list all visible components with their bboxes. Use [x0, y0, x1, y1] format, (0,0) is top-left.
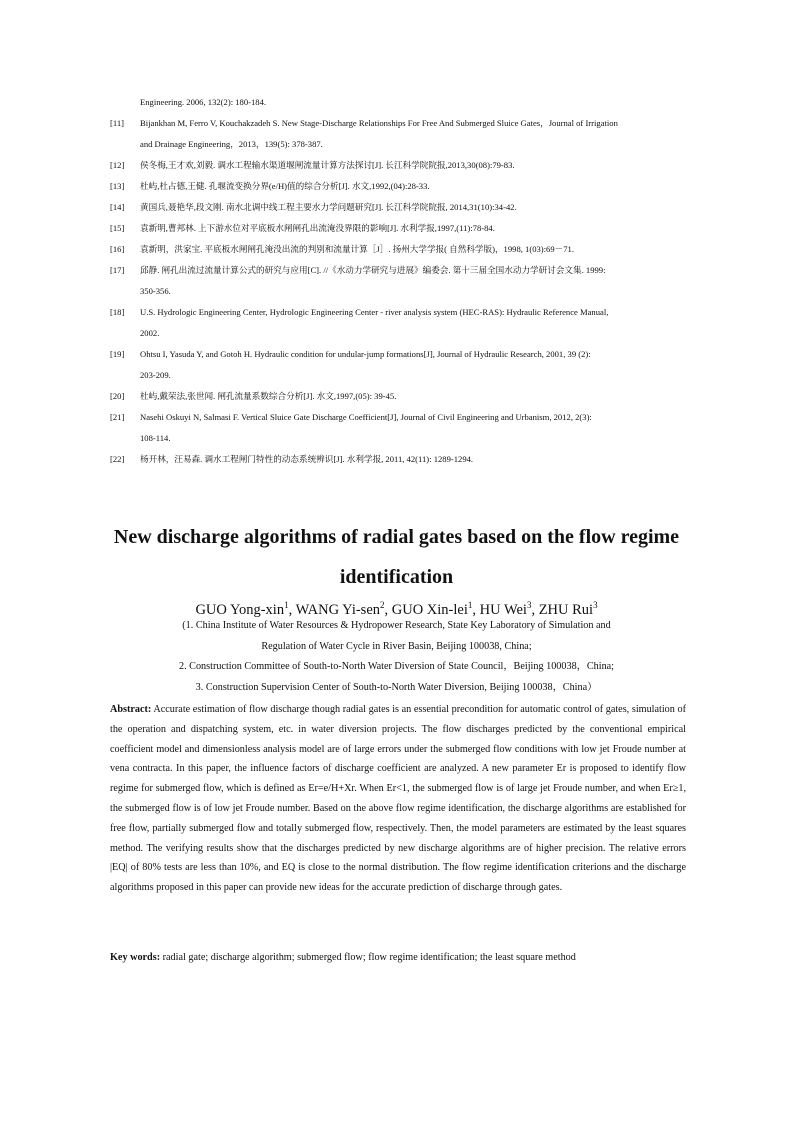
reference-text: Bijankhan M, Ferro V, Kouchakzadeh S. New Stage-Discharge Relationships For Free And Submerged Sluice Gates，Journal of Irrigation	[140, 118, 618, 128]
reference-number: [19]	[110, 349, 125, 359]
reference-item	[110, 453, 690, 465]
reference-number: [11]	[110, 118, 124, 128]
reference-item	[110, 411, 690, 444]
reference-item	[110, 222, 690, 234]
reference-text-continued: 2002.	[140, 328, 160, 338]
author-name: HU Wei	[479, 601, 527, 618]
affiliation-line: Regulation of Water Cycle in River Basin, Beijing 100038, China;	[261, 641, 532, 652]
reference-text-continued: and Drainage Engineering，2013，139(5): 378-387.	[140, 139, 323, 149]
reference-text: Nasehi Oskuyi N, Salmasi F. Vertical Sluice Gate Discharge Coefficient[J], Journal of Civil Engineering and Urbanism, 2012, 2(3):	[140, 412, 592, 422]
affiliation-line: 2. Construction Committee of South-to-North Water Diversion of State Council，Beijing 100038，China;	[178, 661, 615, 672]
reference-item	[110, 243, 690, 255]
affiliation-line: (1. China Institute of Water Resources & Hydropower Research, State Key Laboratory of Simulation and	[182, 620, 611, 631]
reference-text: Engineering. 2006, 132(2): 180-184.	[140, 97, 267, 107]
author-affiliation-mark: 2	[380, 600, 385, 610]
reference-number: [18]	[110, 307, 125, 317]
reference-number: [15]	[110, 223, 125, 233]
reference-text: Ohtsu I, Yasuda Y, and Gotoh H. Hydraulic condition for undular-jump formations[J], Journal of Hydraulic Research, 2001, 39 (2):	[140, 349, 591, 359]
reference-item	[110, 390, 690, 402]
author-affiliation-mark: 1	[284, 600, 289, 610]
reference-item	[110, 264, 690, 297]
author-name: WANG Yi-sen	[295, 601, 381, 618]
reference-item	[110, 306, 690, 339]
reference-text-continued: 108-114.	[140, 433, 171, 443]
reference-number: [13]	[110, 181, 125, 191]
reference-text: 杨开林，汪易森. 调水工程闸门特性的动态系统辨识[J]. 水利学报, 2011, 42(11): 1289-1294.	[140, 454, 474, 464]
reference-text-continued: 203-209.	[140, 370, 171, 380]
reference-item	[110, 96, 690, 108]
reference-text: U.S. Hydrologic Engineering Center, Hydrologic Engineering Center - river analysis system (HEC-RAS): Hydraulic Reference Manual,	[140, 307, 609, 317]
reference-number: [16]	[110, 244, 125, 254]
reference-text: 杜屿,戴荣法,张世闻. 闸孔流量系数综合分析[J]. 水文,1997,(05): 39-45.	[140, 391, 397, 401]
reference-text: 袁新明，洪家宝. 平底板水闸闸孔淹没出流的判别和流量计算［J］. 扬州大学学报( 自然科学版)，1998, 1(03):69－71.	[140, 244, 574, 254]
paper-title-line-1: New discharge algorithms of radial gates based on the flow regime	[113, 526, 680, 548]
author-name: GUO Xin-lei	[391, 601, 468, 618]
reference-text: 侯冬梅,王才欢,刘毅. 调水工程输水渠道堰闸流量计算方法探讨[J]. 长江科学院院报,2013,30(08):79-83.	[140, 160, 515, 170]
author-affiliation-mark: 3	[593, 600, 598, 610]
reference-item	[110, 159, 690, 171]
abstract-text: Accurate estimation of flow discharge though radial gates is an essential precondition for automatic control of gates, simulation of the operation and dispatching system, etc. in water diversion projects. The flow discharges predicted by the conventional empirical coefficient model and dimensionless analysis model are of large errors under the submerged flow conditions with low jet Froude number at vena contracta. In this paper, the influence factors of discharge coefficient are analyzed. A new parameter Er is proposed to identify flow regime for submerged flow, which is defined as Er=e/H+Xr. When Er<1, the submerged flow is of large jet Froude number, and when Er≥1, the submerged flow is of low jet Froude number. Based on the above flow regime identification, the discharge algorithms are established for free flow, partially submerged flow and totally submerged flow, respectively. Then, the model parameters are estimated by the least squares method. The verifying results show that the discharges predicted by new discharge algorithms are of higher precision. The relative errors |EQ| of 80% tests are less than 10%, and EQ is close to the normal distribution. The flow regime identification criterions and the discharge algorithms proposed in this paper can provide new ideas for the accurate prediction of discharge through gates.	[110, 704, 687, 894]
reference-text: 邱静. 闸孔出流过流量计算公式的研究与应用[C]. //《水动力学研究与进展》编委会. 第十三届全国水动力学研讨会文集. 1999:	[140, 265, 606, 275]
reference-item	[110, 348, 690, 381]
reference-number: [22]	[110, 454, 125, 464]
keywords	[110, 951, 686, 965]
author-name: ZHU Rui	[538, 601, 594, 618]
reference-list	[110, 96, 690, 474]
paper-title-line-2: identification	[339, 566, 454, 588]
reference-item	[110, 201, 690, 213]
reference-item	[110, 180, 690, 192]
affiliation-line: 3. Construction Supervision Center of South-to-North Water Diversion, Beijing 100038，China）	[195, 682, 598, 693]
reference-number: [17]	[110, 265, 125, 275]
abstract	[110, 700, 686, 898]
author-list: GUO Yong-xin$^1$, WANG Yi-sen$^2$, GUO Xin-lei$^1$, HU Wei$^3$, ZHU Rui$^3$	[195, 600, 598, 618]
reference-text: 杜屿,杜占德,王健. 孔堰流变换分界(e/H)值的综合分析[J]. 水文,1992,(04):28-33.	[140, 181, 430, 191]
keywords-label: Key words:	[110, 952, 161, 963]
reference-number: [12]	[110, 160, 125, 170]
author-affiliation-mark: 1	[467, 600, 473, 610]
reference-text: 黄国兵,聂艳华,段文刚. 南水北调中线工程主要水力学问题研究[J]. 长江科学院院报, 2014,31(10):34-42.	[140, 202, 517, 212]
author-affiliation-mark: 3	[526, 600, 532, 610]
reference-text-continued: 350-356.	[140, 286, 171, 296]
keywords-text: radial gate; discharge algorithm; submerged flow; flow regime identification; the least square method	[162, 952, 576, 963]
reference-item	[110, 117, 690, 150]
abstract-label: Abstract:	[110, 704, 152, 715]
reference-number: [21]	[110, 412, 125, 422]
reference-number: [20]	[110, 391, 125, 401]
reference-number: [14]	[110, 202, 125, 212]
author-name: GUO Yong-xin	[195, 601, 285, 618]
reference-text: 袁新明,曹邦林. 上下游水位对平底板水闸闸孔出流淹没界限的影响[J]. 水利学报,1997,(11):78-84.	[140, 223, 495, 233]
